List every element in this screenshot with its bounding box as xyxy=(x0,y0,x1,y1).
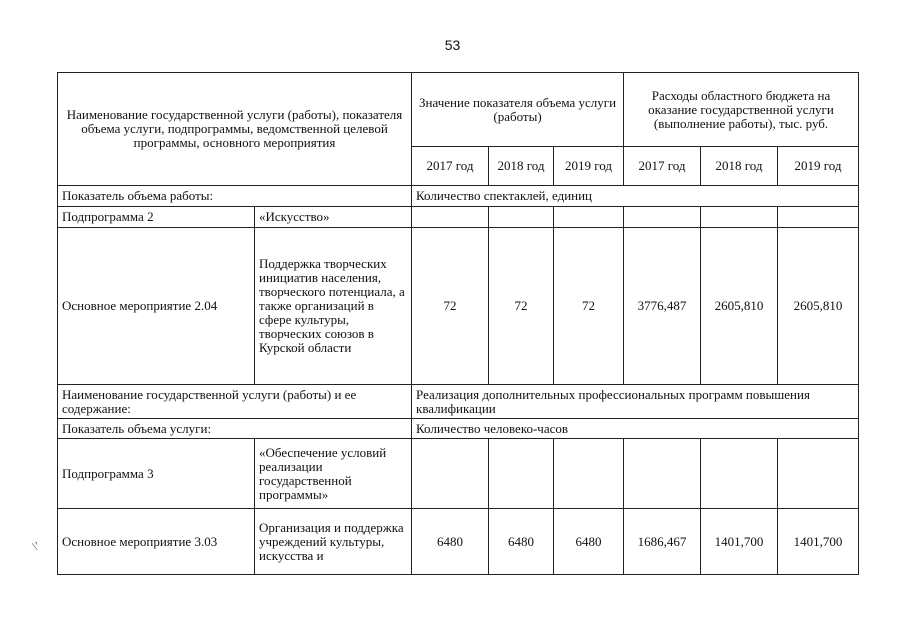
header-year-expense-2018: 2018 год xyxy=(701,147,778,186)
header-year-volume-2018: 2018 год xyxy=(489,147,554,186)
measure-3-03-expense-2019: 1401,700 xyxy=(778,509,859,575)
empty-cell xyxy=(778,207,859,228)
measure-3-03-description: Организация и поддержка учреждений культуры, искусства и xyxy=(255,509,412,575)
measure-2-04-volume-2019: 72 xyxy=(554,228,624,385)
header-year-volume-2017: 2017 год xyxy=(412,147,489,186)
subprogram-2-name: «Искусство» xyxy=(255,207,412,228)
header-expense-group: Расходы областного бюджета на оказание государственной услуги (выполнение работы), тыс. руб. xyxy=(624,73,859,147)
service-name-value: Реализация дополнительных профессиональных программ повышения квалификации xyxy=(412,385,859,419)
empty-cell xyxy=(489,207,554,228)
measure-2-04-expense-2019: 2605,810 xyxy=(778,228,859,385)
margin-mark: \' xyxy=(30,538,41,554)
empty-cell xyxy=(624,207,701,228)
empty-cell xyxy=(624,439,701,509)
table-row xyxy=(58,439,859,509)
measure-3-03-expense-2018: 1401,700 xyxy=(701,509,778,575)
header-volume-group: Значение показателя объема услуги (работы) xyxy=(412,73,624,147)
page-number: 53 xyxy=(444,37,461,53)
service-indicator-value: Количество человеко-часов xyxy=(412,419,859,439)
header-year-volume-2019: 2019 год xyxy=(554,147,624,186)
measure-2-04-volume-2017: 72 xyxy=(412,228,489,385)
measure-2-04-volume-2018: 72 xyxy=(489,228,554,385)
work-indicator-label: Показатель объема работы: xyxy=(58,186,412,207)
table-row xyxy=(58,228,859,385)
subprogram-2-label: Подпрограмма 2 xyxy=(58,207,255,228)
header-year-expense-2019: 2019 год xyxy=(778,147,859,186)
measure-3-03-label: Основное мероприятие 3.03 xyxy=(58,509,255,575)
measure-2-04-expense-2018: 2605,810 xyxy=(701,228,778,385)
measure-3-03-expense-2017: 1686,467 xyxy=(624,509,701,575)
header-row-1 xyxy=(58,73,859,147)
subprogram-3-label: Подпрограмма 3 xyxy=(58,439,255,509)
work-indicator-value: Количество спектаклей, единиц xyxy=(412,186,859,207)
empty-cell xyxy=(701,439,778,509)
service-name-label: Наименование государственной услуги (работы) и ее содержание: xyxy=(58,385,412,419)
measure-3-03-volume-2019: 6480 xyxy=(554,509,624,575)
empty-cell xyxy=(701,207,778,228)
empty-cell xyxy=(489,439,554,509)
empty-cell xyxy=(554,439,624,509)
budget-table xyxy=(57,72,859,575)
empty-cell xyxy=(412,439,489,509)
service-indicator-label: Показатель объема услуги: xyxy=(58,419,412,439)
measure-3-03-volume-2017: 6480 xyxy=(412,509,489,575)
measure-2-04-expense-2017: 3776,487 xyxy=(624,228,701,385)
empty-cell xyxy=(778,439,859,509)
empty-cell xyxy=(412,207,489,228)
measure-2-04-label: Основное мероприятие 2.04 xyxy=(58,228,255,385)
header-name-column: Наименование государственной услуги (работы), показателя объема услуги, подпрограммы, ведомственной целевой программы, основного мероприятия xyxy=(58,73,412,186)
measure-3-03-volume-2018: 6480 xyxy=(489,509,554,575)
subprogram-3-name: «Обеспечение условий реализации государственной программы» xyxy=(255,439,412,509)
table-row xyxy=(58,509,859,575)
header-year-expense-2017: 2017 год xyxy=(624,147,701,186)
table-row xyxy=(58,186,859,207)
table-row xyxy=(58,207,859,228)
measure-2-04-description: Поддержка творческих инициатив населения, творческого потенциала, а также организаций в сфере культуры, творческих союзов в Курской области xyxy=(255,228,412,385)
table-row xyxy=(58,419,859,439)
table-row xyxy=(58,385,859,419)
empty-cell xyxy=(554,207,624,228)
